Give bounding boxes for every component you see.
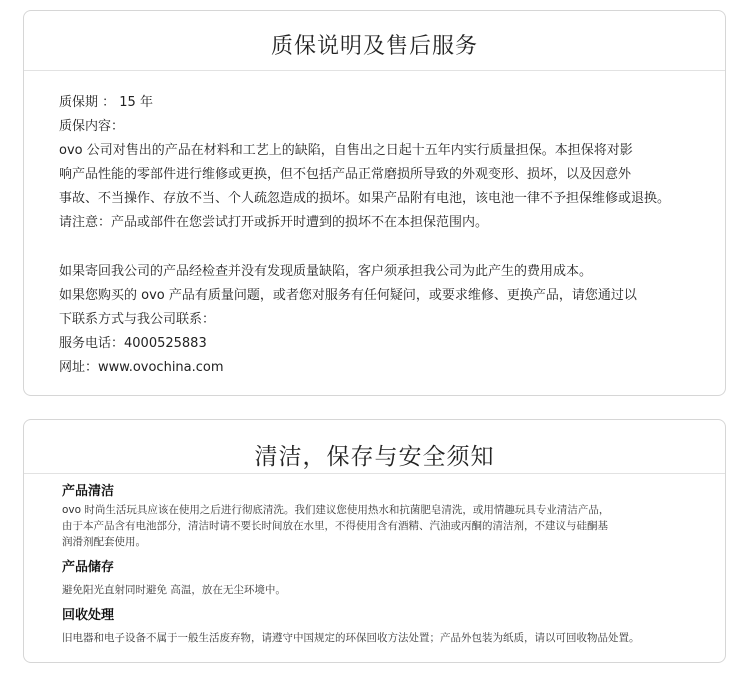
recycle-text: 旧电器和电子设备不属于一般生活废弃物，请遵守中国规定的环保回收方法处置；产品外包装为纸质，请以可回收物品处置。 (62, 632, 640, 644)
warranty-text-line: ovo 公司对售出的产品在材料和工艺上的缺陷，自售出之日起十五年内实行质量担保。本担保将对影 (59, 143, 633, 158)
cleaning-text-line: 润滑剂配套使用。 (62, 536, 146, 548)
warranty-contact-line: 如果您购买的 ovo 产品有质量问题，或者您对服务有任何疑问，或要求维修、更换产品，请您通过以 (59, 288, 637, 303)
warranty-text-line: 事故、不当操作、存放不当、个人疏忽造成的损坏。如果产品附有电池，该电池一律不予担保维修或退换。 (59, 191, 671, 206)
warranty-period: 质保期 ： 15 年 (59, 95, 153, 110)
warranty-contact-line: 下联系方式与我公司联系： (59, 312, 216, 327)
cleaning-text-line: ovo 时尚生活玩具应该在使用之后进行彻底清洗。我们建议您使用热水和抗菌肥皂清洗，或用情趣玩具专业清洁产品， (62, 504, 610, 516)
warranty-text-line: 响产品性能的零部件进行维修或更换，但不包括产品正常磨损所导致的外观变形、损坏，以及因意外 (59, 167, 632, 182)
warranty-card (23, 10, 726, 396)
warranty-note: 请注意：产品或部件在您尝试打开或拆开时遭到的损坏不在本担保范围内。 (59, 215, 489, 230)
care-title: 清洁，保存与安全须知 (254, 444, 495, 470)
cleaning-text-line: 由于本产品含有电池部分，清洁时请不要长时间放在水里，不得使用含有酒精、汽油或丙酮的清洁剂，不建议与硅酮基 (62, 520, 608, 532)
storage-heading: 产品储存 (62, 560, 115, 575)
care-divider (24, 473, 725, 474)
warranty-content-label: 质保内容： (59, 119, 125, 134)
service-phone: 服务电话：4000525883 (59, 336, 207, 351)
care-card (23, 419, 726, 663)
warranty-title: 质保说明及售后服务 (270, 34, 478, 59)
warranty-return-line: 如果寄回我公司的产品经检查并没有发现质量缺陷，客户须承担我公司为此产生的费用成本。 (59, 264, 593, 279)
cleaning-heading: 产品清洁 (62, 484, 115, 499)
recycle-heading: 回收处理 (62, 608, 115, 623)
storage-text: 避免阳光直射同时避免 高温，放在无尘环境中。 (62, 584, 286, 596)
website: 网址：www.ovochina.com (59, 360, 224, 375)
warranty-divider (24, 70, 725, 71)
